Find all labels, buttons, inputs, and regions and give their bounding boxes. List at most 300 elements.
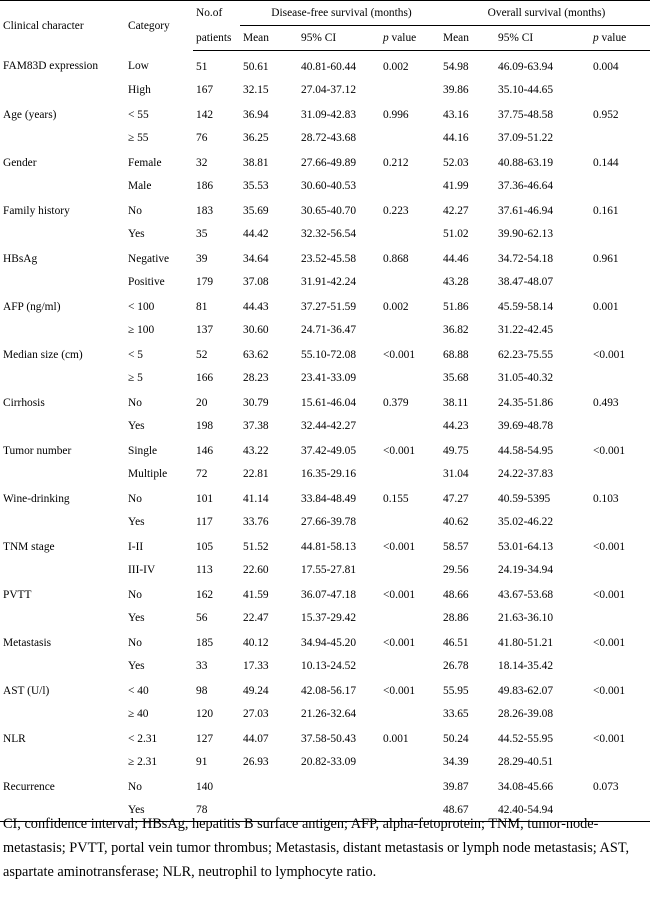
cell-category: < 100: [128, 300, 155, 313]
cell-patients: 137: [196, 323, 214, 336]
cell-os-mean: 48.66: [443, 588, 469, 601]
cell-dfs-p-value: <0.001: [383, 348, 416, 361]
cell-dfs-mean: 41.59: [243, 588, 269, 601]
cell-clinical-character: Gender: [3, 156, 37, 169]
cell-clinical-character: FAM83D expression: [3, 60, 99, 73]
cell-dfs-p-value: 0.212: [383, 156, 409, 169]
cell-dfs-p-value: [380, 270, 440, 293]
cell-dfs-mean: 34.64: [243, 252, 269, 265]
cell-dfs-mean: 63.62: [243, 348, 269, 361]
p-italic: p: [383, 32, 389, 44]
cell-category: Female: [128, 156, 162, 169]
cell-os-p-value: <0.001: [593, 348, 626, 361]
cell-dfs-mean: 22.47: [243, 611, 269, 624]
cell-category: < 2.31: [128, 732, 158, 745]
cell-category: ≥ 100: [128, 323, 155, 336]
cell-clinical-character: [0, 126, 125, 149]
cell-os-mean: 43.16: [443, 108, 469, 121]
cell-dfs-mean: 37.08: [243, 275, 269, 288]
cell-os-p-value: <0.001: [593, 636, 626, 649]
cell-dfs-p-value: 0.002: [383, 60, 409, 73]
cell-category: < 55: [128, 108, 149, 121]
header-overall-survival: Overall survival (months): [440, 1, 650, 26]
cell-dfs-p-value: [380, 606, 440, 629]
cell-clinical-character: HBsAg: [3, 252, 38, 265]
cell-category: ≥ 5: [128, 371, 143, 384]
cell-os-mean: 33.65: [443, 707, 469, 720]
cell-dfs-p-value: 0.002: [383, 300, 409, 313]
cell-dfs-ci: 31.91-42.24: [301, 275, 357, 288]
cell-patients: 185: [196, 636, 214, 649]
cell-category: I-II: [128, 540, 144, 553]
cell-patients: 105: [196, 540, 214, 553]
cell-category: < 40: [128, 684, 149, 697]
cell-os-ci: 38.47-48.07: [498, 275, 554, 288]
cell-os-p-value: <0.001: [593, 540, 626, 553]
header-clinical-character: Clinical character: [3, 19, 84, 32]
cell-os-p-value: 0.004: [593, 60, 619, 73]
cell-dfs-p-value: [380, 366, 440, 389]
cell-category: Yes: [128, 515, 145, 528]
cell-category: No: [128, 636, 142, 649]
cell-dfs-mean: 50.61: [243, 60, 269, 73]
cell-dfs-p-value: [380, 773, 440, 798]
cell-os-mean: 54.98: [443, 60, 469, 73]
cell-clinical-character: Tumor number: [3, 444, 72, 457]
header-os-p-value: [590, 26, 650, 51]
cell-dfs-ci: 30.60-40.53: [301, 179, 357, 192]
cell-os-mean: 28.86: [443, 611, 469, 624]
table-row: [0, 389, 650, 414]
cell-os-p-value: 0.144: [593, 156, 619, 169]
table-row: [0, 725, 650, 750]
cell-patients: 140: [196, 780, 214, 793]
cell-category: ≥ 40: [128, 707, 149, 720]
table-row: [0, 462, 650, 485]
cell-dfs-ci: 37.42-49.05: [301, 444, 357, 457]
cell-clinical-character: AFP (ng/ml): [3, 300, 61, 313]
cell-os-mean: 29.56: [443, 563, 469, 576]
cell-category: Negative: [128, 252, 170, 265]
cell-category: Single: [128, 444, 158, 457]
cell-dfs-ci: 42.08-56.17: [301, 684, 357, 697]
cell-patients: 167: [196, 83, 214, 96]
table-row: [0, 558, 650, 581]
table-row: [0, 78, 650, 101]
cell-os-mean: 48.67: [440, 798, 495, 822]
cell-dfs-ci: 27.04-37.12: [301, 83, 357, 96]
cell-dfs-p-value: [380, 558, 440, 581]
cell-dfs-ci: 28.72-43.68: [301, 131, 357, 144]
cell-os-p-value: 0.952: [593, 108, 619, 121]
cell-os-p-value: 0.493: [593, 396, 619, 409]
table-row: [0, 101, 650, 126]
cell-os-mean: 41.99: [443, 179, 469, 192]
cell-dfs-mean: 40.12: [243, 636, 269, 649]
cell-patients: 146: [196, 444, 214, 457]
cell-category: No: [128, 780, 142, 793]
header-dfs-p-value: [380, 26, 440, 51]
cell-dfs-ci: 33.84-48.49: [301, 492, 357, 505]
table-row: [0, 341, 650, 366]
cell-clinical-character: [0, 222, 125, 245]
table-row: [0, 581, 650, 606]
value-text: value: [598, 32, 627, 44]
cell-dfs-mean: 35.69: [243, 204, 269, 217]
cell-category: Multiple: [128, 467, 168, 480]
cell-category: Yes: [125, 798, 193, 822]
cell-os-ci: 44.58-54.95: [498, 444, 554, 457]
cell-dfs-p-value: 0.868: [383, 252, 409, 265]
cell-dfs-mean: 35.53: [243, 179, 269, 192]
cell-dfs-p-value: [380, 222, 440, 245]
p-italic: p: [593, 32, 599, 44]
cell-dfs-mean: 22.60: [243, 563, 269, 576]
table-row: [0, 629, 650, 654]
cell-category: Yes: [128, 659, 145, 672]
cell-os-ci: 35.02-46.22: [498, 515, 554, 528]
cell-os-ci: 53.01-64.13: [498, 540, 554, 553]
table-body: [0, 51, 650, 822]
cell-dfs-ci: 23.52-45.58: [301, 252, 357, 265]
cell-os-ci: 34.72-54.18: [498, 252, 554, 265]
table-row: [0, 149, 650, 174]
cell-clinical-character: Metastasis: [3, 636, 52, 649]
cell-patients: 78: [193, 798, 240, 822]
cell-os-ci: 42.40-54.94: [495, 798, 590, 822]
cell-dfs-ci: 15.61-46.04: [301, 396, 357, 409]
cell-os-p-value: 0.001: [593, 300, 619, 313]
cell-dfs-ci: 27.66-39.78: [301, 515, 357, 528]
cell-category: High: [128, 83, 151, 96]
cell-patients: 113: [196, 563, 213, 576]
cell-clinical-character: Wine-drinking: [3, 492, 70, 505]
cell-os-ci: 37.36-46.64: [498, 179, 554, 192]
cell-clinical-character: [0, 174, 125, 197]
cell-os-p-value: [590, 414, 650, 437]
cell-dfs-ci: 55.10-72.08: [301, 348, 357, 361]
cell-dfs-p-value: [380, 126, 440, 149]
cell-os-mean: 42.27: [443, 204, 469, 217]
cell-dfs-mean: 36.94: [243, 108, 269, 121]
cell-dfs-ci: 40.81-60.44: [301, 60, 357, 73]
cell-os-mean: 34.39: [443, 755, 469, 768]
cell-dfs-mean: 41.14: [243, 492, 269, 505]
cell-os-p-value: [590, 366, 650, 389]
cell-category: No: [128, 396, 142, 409]
cell-clinical-character: [0, 366, 125, 389]
cell-dfs-p-value: 0.155: [383, 492, 409, 505]
cell-os-ci: 40.88-63.19: [498, 156, 554, 169]
cell-dfs-mean: [240, 773, 298, 798]
cell-category: Low: [128, 60, 149, 73]
cell-dfs-ci: 27.66-49.89: [301, 156, 357, 169]
cell-clinical-character: TNM stage: [3, 540, 55, 553]
table-row: [0, 270, 650, 293]
cell-dfs-p-value: [380, 174, 440, 197]
cell-os-mean: 35.68: [443, 371, 469, 384]
table-footnote: CI, confidence interval; HBsAg, hepatitis B surface antigen; AFP, alpha-fetoprotein; TNM, tumor-node-metastasis; PVTT, portal vein tumor thrombus; Metastasis, distant metastasis or lymph node metastasis; AST, aspartate aminotransferase; NLR, neutrophil to lymphocyte ratio.: [3, 816, 630, 880]
cell-category: ≥ 2.31: [128, 755, 158, 768]
cell-os-mean: 44.16: [443, 131, 469, 144]
cell-os-p-value: [590, 174, 650, 197]
cell-os-p-value: 0.073: [593, 780, 619, 793]
cell-patients: 162: [196, 588, 214, 601]
table-row: [0, 437, 650, 462]
cell-os-p-value: 0.161: [593, 204, 619, 217]
cell-dfs-p-value: [380, 414, 440, 437]
table-row: [0, 126, 650, 149]
table-row: [0, 606, 650, 629]
cell-os-ci: 24.19-34.94: [498, 563, 554, 576]
cell-os-p-value: <0.001: [593, 732, 626, 745]
cell-category: < 5: [128, 348, 143, 361]
value-text: value: [388, 32, 417, 44]
cell-patients: 179: [196, 275, 214, 288]
cell-patients: 142: [196, 108, 214, 121]
cell-os-p-value: [590, 606, 650, 629]
cell-dfs-ci: 15.37-29.42: [301, 611, 357, 624]
cell-dfs-p-value: [380, 702, 440, 725]
cell-clinical-character: NLR: [3, 732, 26, 745]
cell-clinical-character: [0, 78, 125, 101]
cell-category: Yes: [128, 227, 145, 240]
cell-clinical-character: [0, 414, 125, 437]
cell-dfs-mean: 38.81: [243, 156, 269, 169]
cell-patients: 35: [196, 227, 208, 240]
cell-dfs-p-value: 0.996: [383, 108, 409, 121]
cell-dfs-p-value: <0.001: [383, 540, 416, 553]
cell-dfs-ci: 37.58-50.43: [301, 732, 357, 745]
table-row: [0, 485, 650, 510]
cell-dfs-mean: 43.22: [243, 444, 269, 457]
cell-os-ci: 39.90-62.13: [498, 227, 554, 240]
cell-os-ci: 18.14-35.42: [498, 659, 554, 672]
cell-os-mean: 46.51: [443, 636, 469, 649]
cell-os-p-value: [590, 318, 650, 341]
cell-dfs-mean: 30.79: [243, 396, 269, 409]
cell-clinical-character: AST (U/l): [3, 684, 50, 697]
cell-dfs-ci: 36.07-47.18: [301, 588, 357, 601]
cell-dfs-mean: 49.24: [243, 684, 269, 697]
cell-clinical-character: [0, 510, 125, 533]
cell-os-ci: 24.35-51.86: [498, 396, 554, 409]
cell-patients: 56: [196, 611, 208, 624]
cell-patients: 72: [196, 467, 208, 480]
cell-clinical-character: [0, 318, 125, 341]
cell-patients: 198: [196, 419, 214, 432]
cell-dfs-p-value: <0.001: [383, 444, 416, 457]
cell-os-ci: 44.52-55.95: [498, 732, 554, 745]
cell-os-ci: 46.09-63.94: [498, 60, 554, 73]
cell-dfs-mean: 51.52: [243, 540, 269, 553]
cell-patients: 91: [196, 755, 208, 768]
cell-dfs-mean: 44.42: [243, 227, 269, 240]
cell-os-mean: 36.82: [443, 323, 469, 336]
cell-category: No: [128, 204, 142, 217]
cell-dfs-p-value: <0.001: [383, 684, 416, 697]
cell-os-p-value: [590, 558, 650, 581]
cell-os-mean: 51.86: [443, 300, 469, 313]
cell-dfs-p-value: 0.223: [383, 204, 409, 217]
cell-dfs-mean: 32.15: [243, 83, 269, 96]
table-row: [0, 174, 650, 197]
cell-dfs-mean: 44.07: [243, 732, 269, 745]
cell-os-mean: 40.62: [443, 515, 469, 528]
cell-os-ci: 31.05-40.32: [498, 371, 554, 384]
cell-dfs-mean: 37.38: [243, 419, 269, 432]
cell-os-p-value: [590, 462, 650, 485]
cell-dfs-p-value: [380, 654, 440, 677]
cell-category: III-IV: [128, 563, 156, 576]
cell-clinical-character: Median size (cm): [3, 348, 83, 361]
cell-os-mean: 50.24: [443, 732, 469, 745]
cell-os-p-value: [590, 702, 650, 725]
cell-clinical-character: Age (years): [3, 108, 57, 121]
cell-os-p-value: <0.001: [593, 444, 626, 457]
cell-os-p-value: <0.001: [593, 588, 626, 601]
cell-dfs-p-value: [380, 462, 440, 485]
table-row: [0, 702, 650, 725]
cell-dfs-p-value: 0.001: [383, 732, 409, 745]
header-category: Category: [128, 19, 170, 32]
cell-patients: 186: [196, 179, 214, 192]
cell-os-ci: 41.80-51.21: [498, 636, 554, 649]
cell-dfs-mean: 36.25: [243, 131, 269, 144]
table-header: [0, 1, 650, 51]
cell-patients: 20: [196, 396, 208, 409]
cell-os-mean: 68.88: [443, 348, 469, 361]
cell-os-p-value: 0.961: [593, 252, 619, 265]
cell-dfs-ci: 20.82-33.09: [301, 755, 357, 768]
cell-dfs-ci: 10.13-24.52: [301, 659, 357, 672]
cell-dfs-ci: 24.71-36.47: [301, 323, 357, 336]
cell-clinical-character: [0, 750, 125, 773]
cell-os-ci: 28.26-39.08: [498, 707, 554, 720]
cell-os-p-value: [590, 126, 650, 149]
cell-clinical-character: [0, 558, 125, 581]
cell-patients: 52: [196, 348, 208, 361]
table-row: [0, 773, 650, 798]
cell-dfs-ci: [298, 773, 380, 798]
cell-patients: 51: [196, 60, 208, 73]
cell-os-mean: 31.04: [443, 467, 469, 480]
table-row: [0, 366, 650, 389]
table-row: [0, 51, 650, 79]
cell-os-ci: 37.09-51.22: [498, 131, 554, 144]
table-row: [0, 750, 650, 773]
cell-category: Yes: [128, 419, 145, 432]
cell-clinical-character: [0, 270, 125, 293]
cell-dfs-p-value: <0.001: [383, 636, 416, 649]
cell-dfs-ci: 16.35-29.16: [301, 467, 357, 480]
cell-patients: 81: [196, 300, 208, 313]
table-row: [0, 318, 650, 341]
cell-category: ≥ 55: [128, 131, 149, 144]
cell-os-ci: 31.22-42.45: [498, 323, 554, 336]
table-row: [0, 510, 650, 533]
cell-os-ci: 43.67-53.68: [498, 588, 554, 601]
cell-os-mean: 43.28: [443, 275, 469, 288]
cell-clinical-character: Recurrence: [3, 780, 55, 793]
cell-clinical-character: PVTT: [3, 588, 32, 601]
cell-os-ci: 62.23-75.55: [498, 348, 554, 361]
cell-dfs-mean: 27.03: [243, 707, 269, 720]
table-row: [0, 222, 650, 245]
cell-dfs-mean: 22.81: [243, 467, 269, 480]
cell-os-ci: 37.75-48.58: [498, 108, 554, 121]
cell-patients: 166: [196, 371, 214, 384]
cell-os-ci: 35.10-44.65: [498, 83, 554, 96]
cell-category: Male: [128, 179, 152, 192]
cell-os-ci: 40.59-5395: [498, 492, 551, 505]
cell-dfs-p-value: [380, 510, 440, 533]
cell-os-ci: 45.59-58.14: [498, 300, 554, 313]
cell-clinical-character: [0, 654, 125, 677]
cell-dfs-p-value: [380, 78, 440, 101]
cell-os-mean: 52.03: [443, 156, 469, 169]
cell-dfs-ci: 32.32-56.54: [301, 227, 357, 240]
cell-os-p-value: 0.103: [593, 492, 619, 505]
header-os-ci: 95% CI: [495, 26, 590, 51]
cell-os-mean: 49.75: [443, 444, 469, 457]
cell-os-ci: 39.69-48.78: [498, 419, 554, 432]
table-row: [0, 197, 650, 222]
cell-os-p-value: [590, 510, 650, 533]
header-dfs-mean: Mean: [240, 26, 298, 51]
cell-clinical-character: [0, 702, 125, 725]
cell-os-mean: 44.46: [443, 252, 469, 265]
cell-dfs-ci: 32.44-42.27: [301, 419, 357, 432]
cell-clinical-character: [0, 606, 125, 629]
cell-os-p-value: [590, 654, 650, 677]
cell-dfs-p-value: 0.379: [383, 396, 409, 409]
cell-os-ci: 34.08-45.66: [498, 780, 554, 793]
cell-dfs-ci: 37.27-51.59: [301, 300, 357, 313]
cell-dfs-p-value: [380, 318, 440, 341]
table-row: [0, 533, 650, 558]
cell-category: No: [128, 492, 142, 505]
cell-dfs-mean: 17.33: [243, 659, 269, 672]
cell-patients: 101: [196, 492, 214, 505]
cell-os-mean: 44.23: [443, 419, 469, 432]
cell-os-mean: 55.95: [443, 684, 469, 697]
cell-os-p-value: [590, 222, 650, 245]
cell-os-p-value: [590, 78, 650, 101]
cell-os-mean: 38.11: [443, 396, 469, 409]
cell-patients: 183: [196, 204, 214, 217]
cell-os-ci: 28.29-40.51: [498, 755, 554, 768]
cell-os-mean: 39.87: [443, 780, 469, 793]
cell-clinical-character: [0, 462, 125, 485]
header-os-mean: Mean: [440, 26, 495, 51]
cell-dfs-ci: 23.41-33.09: [301, 371, 357, 384]
cell-dfs-mean: 33.76: [243, 515, 269, 528]
table-row: [0, 677, 650, 702]
cell-os-ci: 24.22-37.83: [498, 467, 554, 480]
cell-dfs-mean: 30.60: [243, 323, 269, 336]
cell-os-p-value: <0.001: [593, 684, 626, 697]
cell-category: Positive: [128, 275, 165, 288]
cell-os-p-value: [590, 750, 650, 773]
cell-patients: 33: [196, 659, 208, 672]
cell-dfs-mean: 44.43: [243, 300, 269, 313]
header-no-of: No.of: [196, 7, 223, 20]
cell-patients: 76: [196, 131, 208, 144]
cell-patients: 98: [196, 684, 208, 697]
cell-clinical-character: Family history: [3, 204, 70, 217]
cell-dfs-ci: 17.55-27.81: [301, 563, 357, 576]
